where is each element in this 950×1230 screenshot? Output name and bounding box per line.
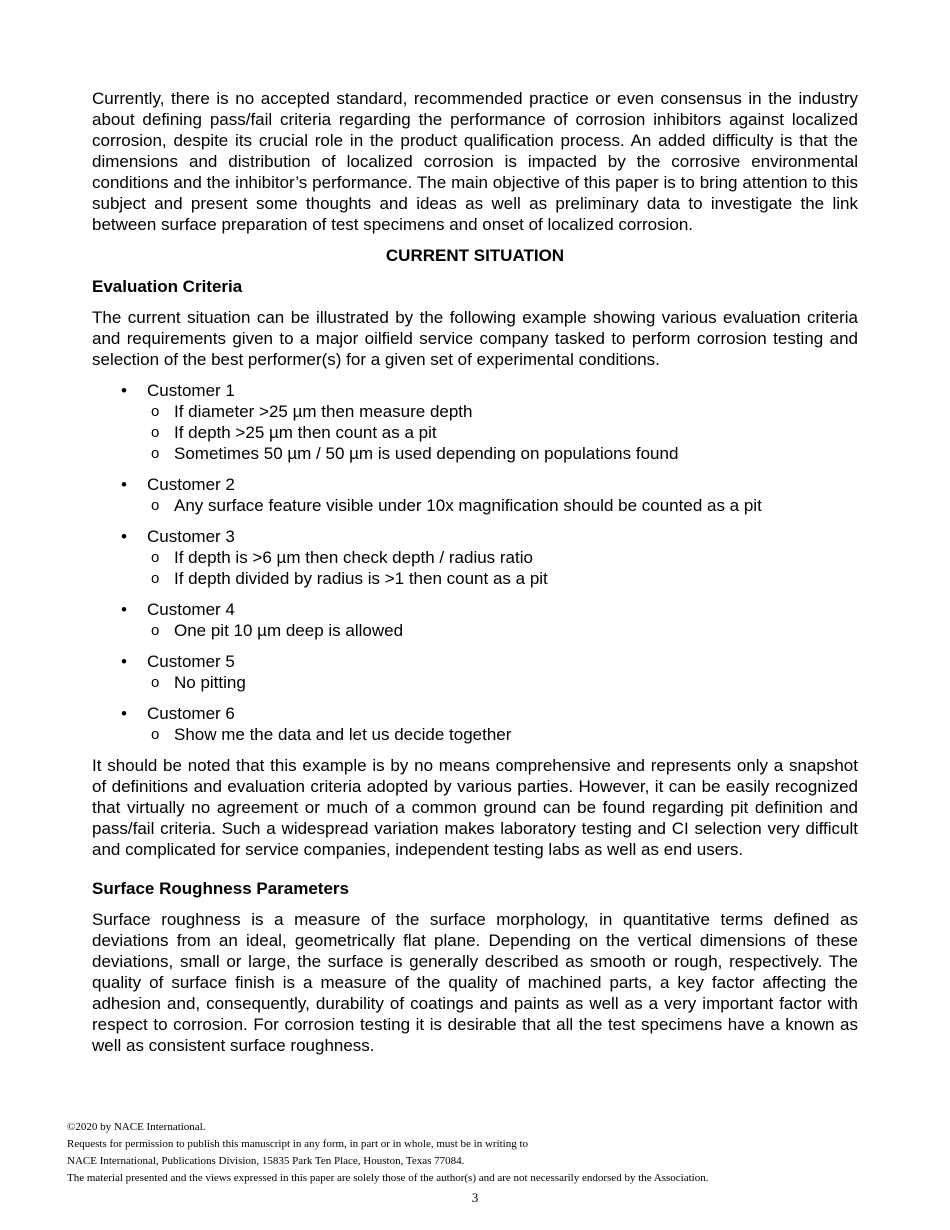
- criteria-item: [147, 495, 858, 516]
- criteria-list: [147, 547, 858, 589]
- bullet-icon: •: [121, 704, 127, 723]
- hollow-bullet-icon: o: [151, 424, 160, 441]
- bullet-icon: •: [121, 527, 127, 546]
- customer-name: Customer 5: [147, 652, 235, 671]
- section-title: CURRENT SITUATION: [385, 246, 565, 265]
- criteria-text: If depth divided by radius is >1 then count as a pit: [174, 569, 548, 588]
- criteria-item: [147, 401, 858, 422]
- criteria-list: [147, 620, 858, 641]
- customer-item: [92, 703, 858, 745]
- customer-item: [92, 526, 858, 589]
- criteria-text: If depth >25 µm then count as a pit: [174, 423, 437, 442]
- criteria-item: [147, 724, 858, 745]
- customer-item: [92, 651, 858, 693]
- criteria-text: Sometimes 50 µm / 50 µm is used depending on populations found: [174, 444, 679, 463]
- footer-line: Requests for permission to publish this manuscript in any form, in part or in whole, must be in writing to: [67, 1138, 529, 1150]
- hollow-bullet-icon: o: [151, 403, 160, 420]
- criteria-list: [147, 495, 858, 516]
- criteria-item: [147, 547, 858, 568]
- evaluation-criteria-heading: Evaluation Criteria: [92, 277, 243, 296]
- criteria-text: If diameter >25 µm then measure depth: [174, 402, 473, 421]
- hollow-bullet-icon: o: [151, 497, 160, 514]
- criteria-item: [147, 443, 858, 464]
- footer-line: NACE International, Publications Division, 15835 Park Ten Place, Houston, Texas 77084.: [67, 1155, 465, 1167]
- surface-roughness-paragraph: Surface roughness is a measure of the surface morphology, in quantitative terms defined as deviations from an ideal, geometrically flat plane. Depending on the vertical dimensions of these deviations, small or large, the surface is generally described as smooth or rough, respectively. The quality of surface finish is a measure of the quality of machined parts, a key factor affecting the adhesion and, consequently, durability of coatings and paints as well as a very important factor with respect to corrosion. For corrosion testing it is desirable that all the test specimens have a known as well as consistent surface roughness.: [92, 910, 858, 1055]
- footer-line: ©2020 by NACE International.: [67, 1121, 206, 1133]
- hollow-bullet-icon: o: [151, 622, 160, 639]
- page-body: [92, 88, 858, 1056]
- bullet-icon: •: [121, 475, 127, 494]
- hollow-bullet-icon: o: [151, 726, 160, 743]
- criteria-text: One pit 10 µm deep is allowed: [174, 621, 404, 640]
- criteria-item: [147, 568, 858, 589]
- customer-name: Customer 1: [147, 381, 235, 400]
- criteria-list: [147, 724, 858, 745]
- page-number: 3: [471, 1190, 479, 1205]
- hollow-bullet-icon: o: [151, 674, 160, 691]
- bullet-icon: •: [121, 652, 127, 671]
- customer-list: [92, 380, 858, 745]
- criteria-text: Show me the data and let us decide together: [174, 725, 512, 744]
- criteria-list: [147, 401, 858, 464]
- customer-item: [92, 599, 858, 641]
- surface-roughness-heading: Surface Roughness Parameters: [92, 879, 349, 898]
- criteria-list: [147, 672, 858, 693]
- intro-paragraph: Currently, there is no accepted standard, recommended practice or even consensus in the industry about defining pass/fail criteria regarding the performance of corrosion inhibitors against localized corrosion, despite its crucial role in the product qualification process. An added difficulty is that the dimensions and distribution of localized corrosion is impacted by the corrosive environmental conditions and the inhibitor’s performance. The main objective of this paper is to bring attention to this subject and present some thoughts and ideas as well as preliminary data to investigate the link between surface preparation of test specimens and onset of localized corrosion.: [92, 89, 858, 234]
- customer-name: Customer 6: [147, 704, 235, 723]
- bullet-icon: •: [121, 600, 127, 619]
- evaluation-closing-paragraph: It should be noted that this example is by no means comprehensive and represents only a snapshot of definitions and evaluation criteria adopted by various parties. However, it can be easily recognized that virtually no agreement or much of a common ground can be found regarding pit definition and pass/fail criteria. Such a widespread variation makes laboratory testing and CI selection very difficult and complicated for service companies, independent testing labs as well as end users.: [92, 756, 858, 859]
- customer-name: Customer 4: [147, 600, 235, 619]
- copyright-footer: [67, 1119, 887, 1187]
- criteria-item: [147, 672, 858, 693]
- hollow-bullet-icon: o: [151, 445, 160, 462]
- criteria-text: If depth is >6 µm then check depth / radius ratio: [174, 548, 533, 567]
- criteria-text: No pitting: [174, 673, 246, 692]
- customer-name: Customer 2: [147, 475, 235, 494]
- customer-item: [92, 380, 858, 464]
- criteria-text: Any surface feature visible under 10x magnification should be counted as a pit: [174, 496, 762, 515]
- bullet-icon: •: [121, 381, 127, 400]
- evaluation-lead-paragraph: The current situation can be illustrated by the following example showing various evaluation criteria and requirements given to a major oilfield service company tasked to perform corrosion testing and selection of the best performer(s) for a given set of experimental conditions.: [92, 308, 858, 369]
- criteria-item: [147, 620, 858, 641]
- hollow-bullet-icon: o: [151, 549, 160, 566]
- customer-name: Customer 3: [147, 527, 235, 546]
- hollow-bullet-icon: o: [151, 570, 160, 587]
- customer-item: [92, 474, 858, 516]
- criteria-item: [147, 422, 858, 443]
- footer-line: The material presented and the views expressed in this paper are solely those of the author(s) and are not necessarily endorsed by the Association.: [67, 1172, 709, 1184]
